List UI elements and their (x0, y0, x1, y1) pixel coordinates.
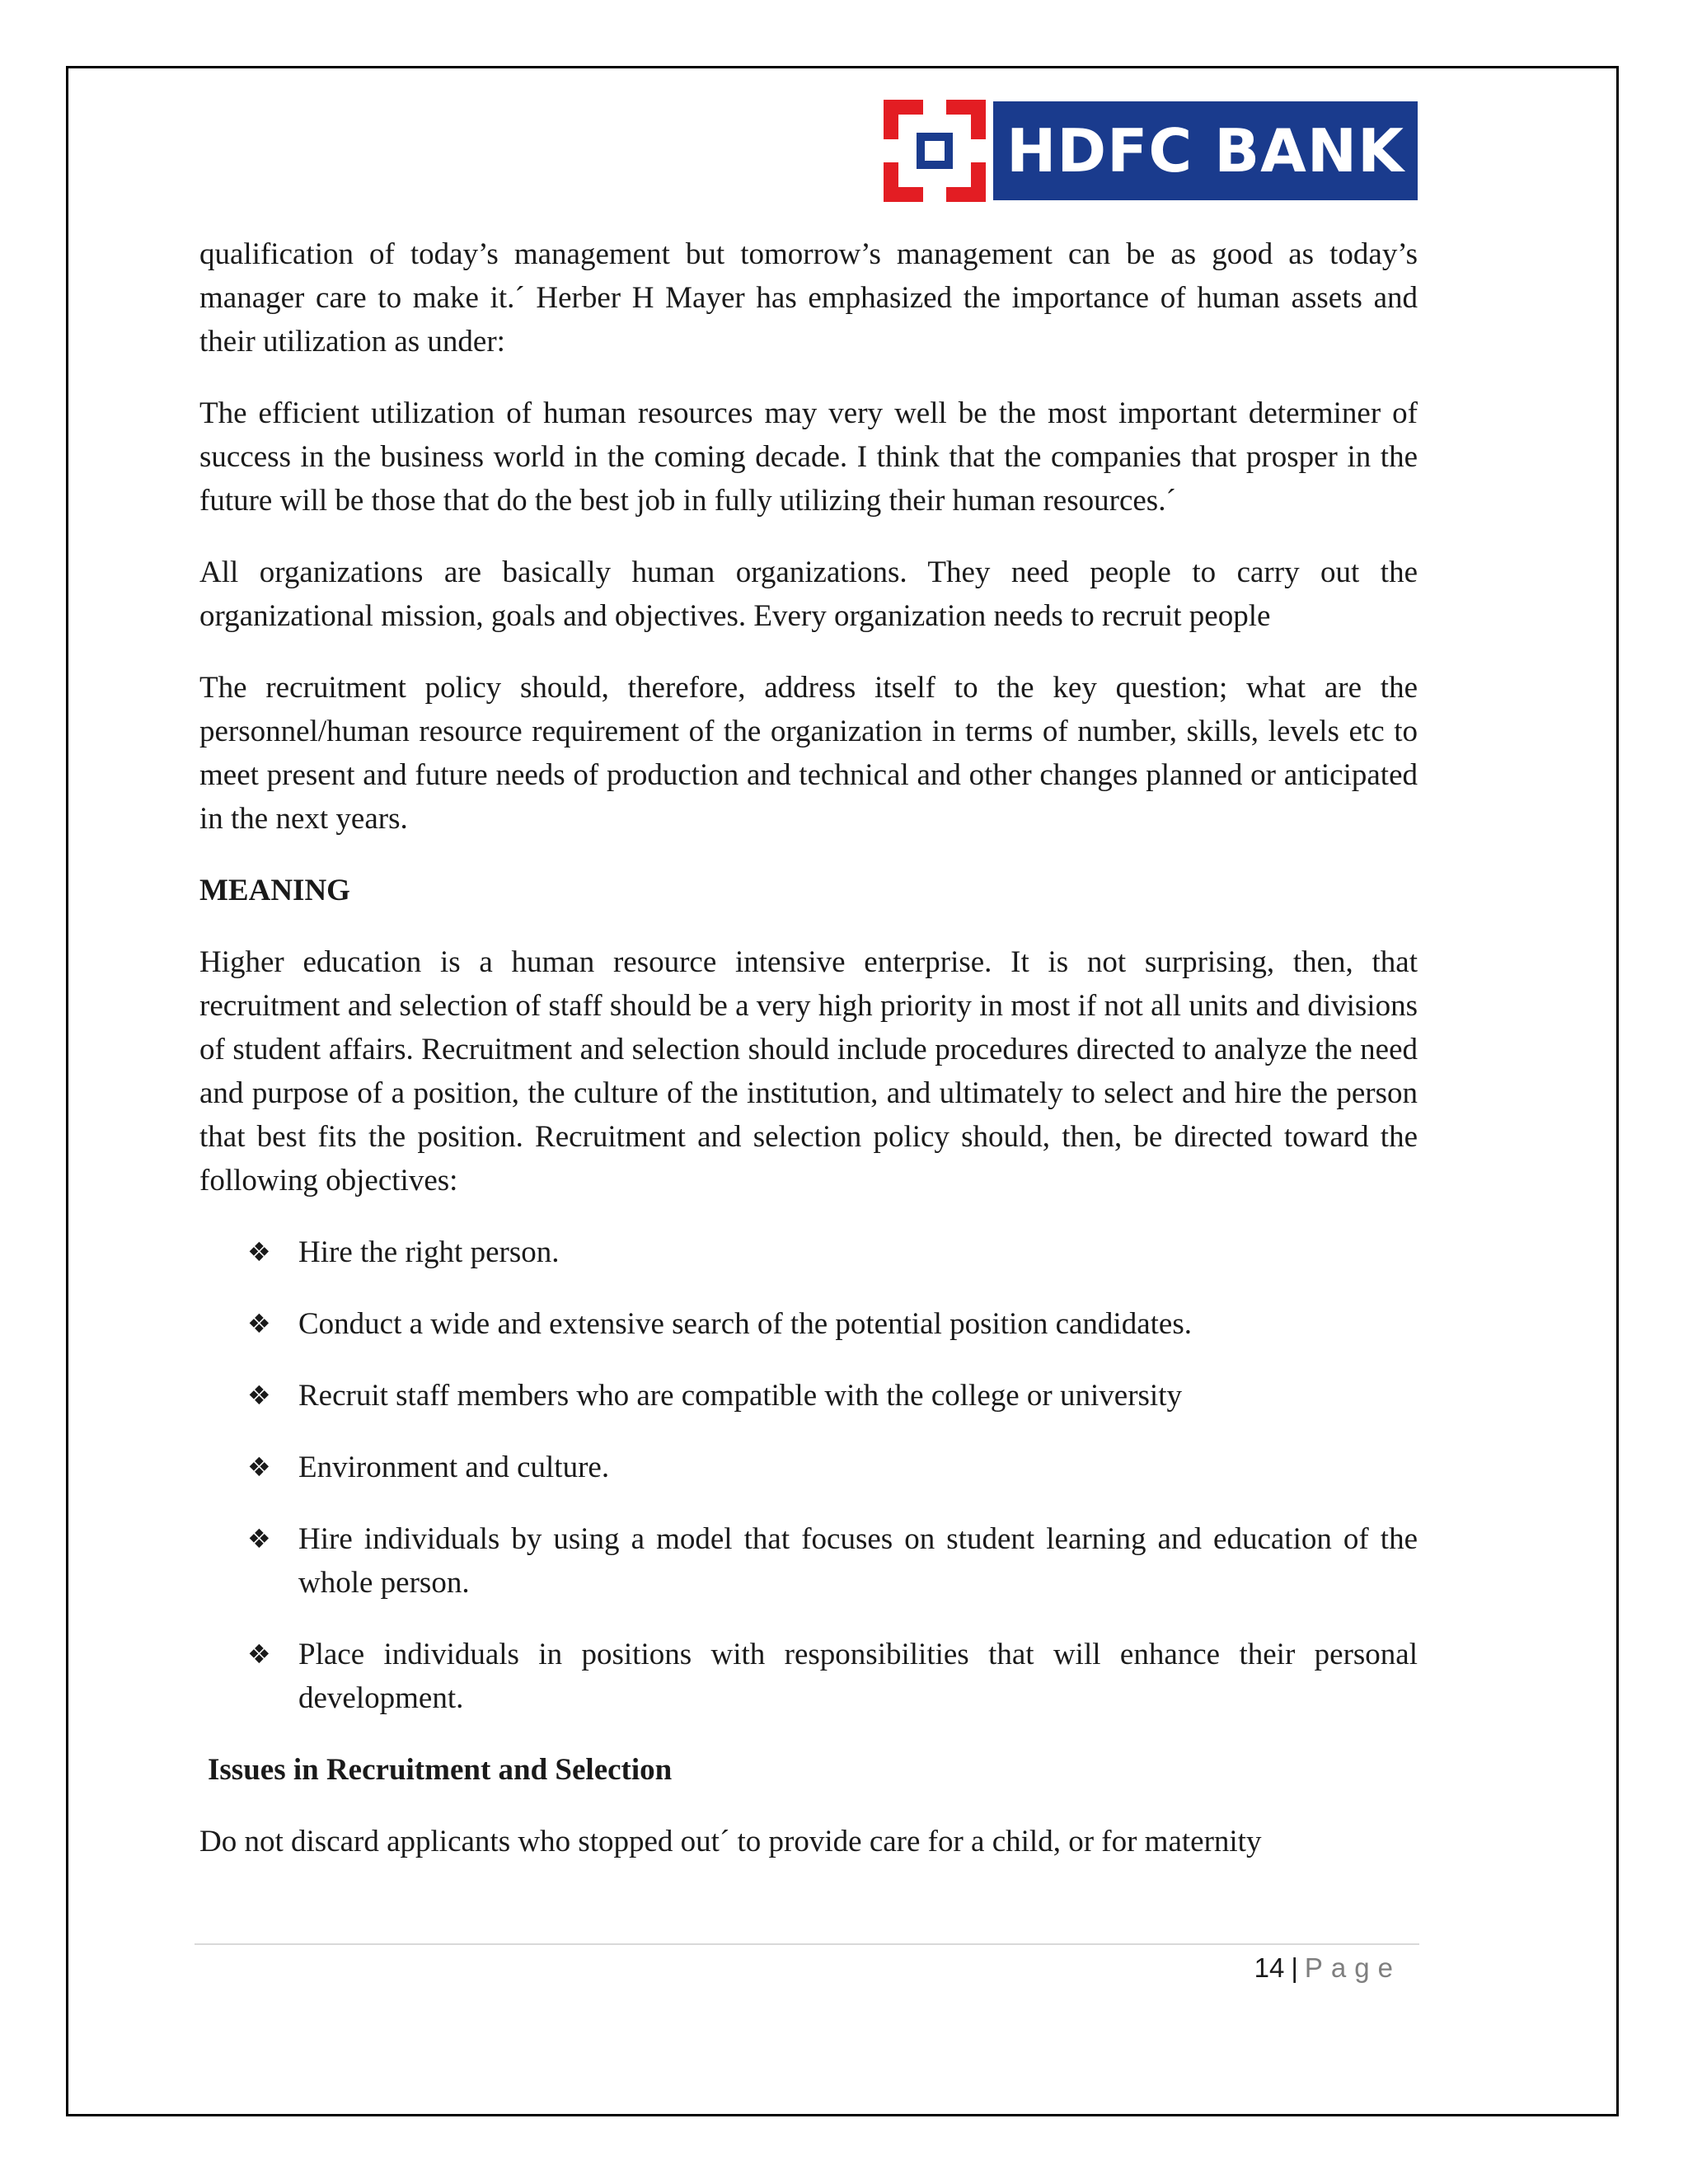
paragraph-continuation: qualification of today’s management but tomorrow’s management can be as good as today’s manager care to make it.´ Herber H Mayer has emphasized the importance of human assets and their utilization as under: (199, 237, 1418, 359)
paragraph-meaning: Higher education is a human resource intensive enterprise. It is not surprising, then, that recruitment and selection of staff should be a very high priority in most if not all units and divisions of student affairs. Recruitment and selection should include procedures directed to analyze the need and purpose of a position, the culture of the institution, and ultimately to select and hire the person that best fits the position. Recruitment and selection policy should, then, be directed toward the following objectives: (199, 945, 1418, 1197)
diamond-bullet-icon: ❖ (247, 1236, 271, 1268)
list-item (247, 1633, 1418, 1720)
list-item (247, 1446, 1418, 1489)
footer-separator: | (1291, 1952, 1298, 1983)
list-item (247, 1517, 1418, 1605)
document-body (199, 232, 1418, 1891)
logo-wordmark: HDFC BANK (993, 101, 1418, 200)
diamond-bullet-icon: ❖ (247, 1638, 271, 1670)
diamond-bullet-icon: ❖ (247, 1523, 271, 1554)
list-item-text: Recruit staff members who are compatible with the college or university (298, 1379, 1182, 1413)
list-item (247, 1374, 1418, 1418)
page-footer (1154, 1952, 1401, 1985)
heading-issues: Issues in Recruitment and Selection (208, 1753, 673, 1787)
list-item-text: Conduct a wide and extensive search of the potential position candidates. (298, 1307, 1192, 1341)
paragraph-issues: Do not discard applicants who stopped out´ to provide care for a child, or for maternity (199, 1825, 1262, 1858)
list-item-text: Environment and culture. (298, 1451, 610, 1484)
footer-divider (195, 1943, 1419, 1945)
diamond-bullet-icon: ❖ (247, 1380, 271, 1411)
diamond-bullet-icon: ❖ (247, 1308, 271, 1339)
list-item-text: Hire the right person. (298, 1235, 560, 1269)
paragraph-quote: The efficient utilization of human resources may very well be the most important determiner of success in the business world in the coming decade. I think that the companies that prosper in the future will be those that do the best job in fully utilizing their human resources.´ (199, 396, 1418, 518)
heading-meaning: MEANING (199, 874, 350, 907)
page-word: Page (1304, 1952, 1401, 1983)
list-item (247, 1302, 1418, 1346)
paragraph-organizations: All organizations are basically human organizations. They need people to carry out the organizational mission, goals and objectives. Every organization needs to recruit people (199, 555, 1418, 633)
list-item (247, 1230, 1418, 1274)
hdfc-logo-mark-icon (884, 100, 986, 202)
list-item-text: Place individuals in positions with responsibilities that will enhance their personal development. (298, 1638, 1418, 1715)
objectives-list (199, 1230, 1418, 1720)
diamond-bullet-icon: ❖ (247, 1451, 271, 1483)
list-item-text: Hire individuals by using a model that focuses on student learning and education of the whole person. (298, 1522, 1418, 1600)
paragraph-recruitment-policy: The recruitment policy should, therefore, address itself to the key question; what are the personnel/human resource requirement of the organization in terms of number, skills, levels etc to meet present and future needs of production and technical and other changes planned or anticipated in the next years. (199, 671, 1418, 836)
hdfc-bank-logo (884, 100, 1418, 202)
page-number: 14 (1254, 1952, 1285, 1983)
